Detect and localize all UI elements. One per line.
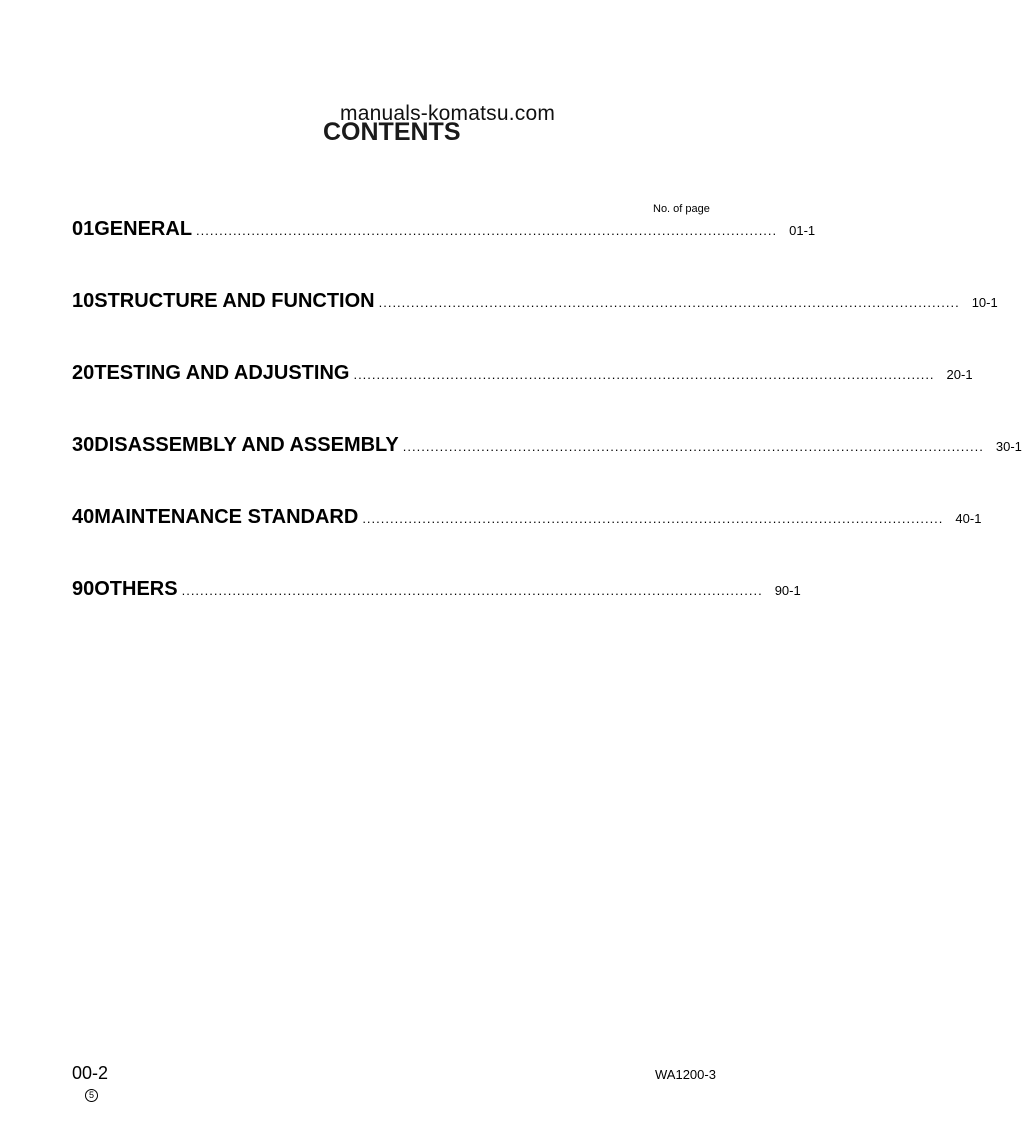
footer-page-number: 00-2 (72, 1063, 109, 1083)
footer-revision-mark: 5 (85, 1089, 98, 1102)
toc-entry-number: 10 (72, 290, 95, 312)
footer-model: WA1200-3 (655, 1067, 716, 1082)
toc-entry-number: 30 (72, 434, 95, 456)
toc-leader-dots: .............................................................................................................................. (378, 295, 960, 310)
toc-entry-general[interactable] (72, 218, 816, 244)
toc-entry-page: 40-1 (955, 511, 982, 526)
toc-entry-number: 90 (72, 578, 95, 600)
toc-entry-number: 40 (72, 506, 95, 528)
toc-leader-dots: .............................................................................................................................. (402, 439, 984, 454)
toc-entry-number: 01 (72, 218, 95, 240)
toc-entry-title: GENERAL (94, 218, 193, 240)
page-title: CONTENTS (323, 118, 461, 146)
toc-entry-title: TESTING AND ADJUSTING (94, 362, 350, 384)
toc-leader-dots: .............................................................................................................................. (181, 583, 763, 598)
toc-leader-dots: .............................................................................................................................. (196, 223, 778, 238)
toc-leader-dots: .............................................................................................................................. (353, 367, 935, 382)
toc-entry-structure-and-function[interactable] (72, 290, 998, 316)
toc-entry-page: 30-1 (995, 439, 1022, 454)
toc-entry-number: 20 (72, 362, 95, 384)
toc-entry-page: 10-1 (971, 295, 998, 310)
toc-entry-disassembly-and-assembly[interactable] (72, 434, 1022, 460)
toc-entry-title: MAINTENANCE STANDARD (94, 506, 359, 528)
toc-entry-title: STRUCTURE AND FUNCTION (94, 290, 375, 312)
toc-entry-others[interactable] (72, 578, 801, 604)
toc-leader-dots: .............................................................................................................................. (362, 511, 944, 526)
toc-entry-title: DISASSEMBLY AND ASSEMBLY (94, 434, 399, 456)
watermark-text: manuals-komatsu.com (340, 102, 556, 125)
toc-entry-testing-and-adjusting[interactable] (72, 362, 973, 388)
toc-entry-title: OTHERS (94, 578, 178, 600)
toc-entry-page: 01-1 (789, 223, 816, 238)
page-column-header: No. of page (653, 203, 710, 215)
toc-entry-page: 90-1 (774, 583, 801, 598)
toc-entry-maintenance-standard[interactable] (72, 506, 982, 532)
toc-entry-page: 20-1 (946, 367, 973, 382)
